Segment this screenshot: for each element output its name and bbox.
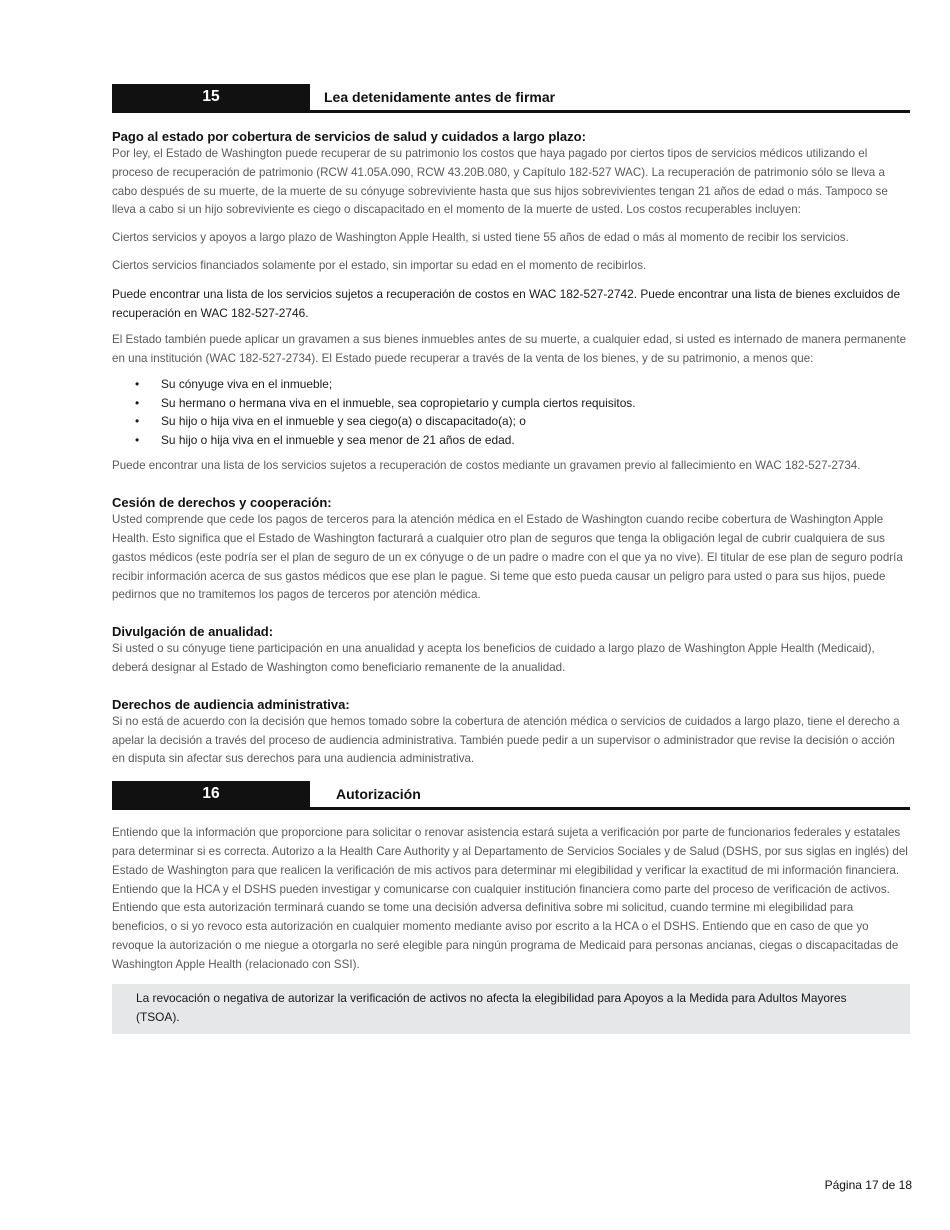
bullet-icon: • <box>135 376 140 391</box>
section-16-number: 16 <box>112 781 310 807</box>
list-item: • Su cónyuge viva en el inmueble; <box>112 375 910 394</box>
annuity-heading: Divulgación de anualidad: <box>112 624 274 640</box>
hearing-heading: Derechos de audiencia administrativa: <box>112 696 350 712</box>
payment-paragraph-6: Puede encontrar una lista de los servicios sujetos a recuperación de costos mediante un gravamen previo al fallecimiento en WAC 182-527-2734. <box>112 459 861 473</box>
payment-paragraph-5: El Estado también puede aplicar un gravamen a sus bienes inmuebles antes de su muerte, a cualquier edad, si usted es internado de manera permanente en una institución (WAC 182-527-2734). El Estado puede recuperar a través de la venta de los bienes, y de su patrimonio, a menos que: <box>112 333 907 366</box>
payment-paragraph-1: Por ley, el Estado de Washington puede recuperar de su patrimonio los costos que haya pagado por ciertos tipos de servicios médicos utilizando el proceso de recuperación de patrimonio (RCW 41.05A.090, RCW 43.20B.080, y Capítulo 182-527 WAC). La recuperación de patrimonio sólo se lleva a cabo después de su muerte, de la muerte de su cónyuge sobreviviente hasta que sus hijos sobrevivientes tengan 21 años de edad o más. Tampoco se lleva a cabo si un hijo sobreviviente es ciego o discapacitado en el momento de la muerte de usted. Los costos recuperables incluyen: <box>112 147 888 217</box>
section-15-header <box>112 84 910 113</box>
bullet-icon: • <box>135 395 140 410</box>
assignment-text: Usted comprende que cede los pagos de terceros para la atención médica en el Estado de Washington cuando recibe cobertura de Washington Apple Health. Esto significa que el Estado de Washington facturará a cualquier otro plan de seguros que tenga la obligación legal de cubrir cualquiera de sus gastos médicos (este podría ser el plan de seguro de un ex cónyuge o de un padre o madre con el que ya no vive). El titular de ese plan de seguro podría recibir información acerca de sus gastos médicos que ese plan le pague. Si teme que esto pueda causar un peligro para usted o para sus hijos, puede pedirnos que no tramitemos los pagos de terceros por atención médica. <box>112 513 903 602</box>
section-15-title: Lea detenidamente antes de firmar <box>324 89 556 105</box>
section-15-number: 15 <box>112 84 310 110</box>
bullet-icon: • <box>135 414 140 429</box>
assignment-heading: Cesión de derechos y cooperación: <box>112 495 332 511</box>
payment-paragraph-3: Ciertos servicios financiados solamente por el estado, sin importar su edad en el momento de recibirlos. <box>112 258 647 272</box>
list-item: • Su hijo o hija viva en el inmueble y sea menor de 21 años de edad. <box>112 431 910 450</box>
section-16-title: Autorización <box>336 786 421 803</box>
bullet-icon: • <box>135 432 140 447</box>
hearing-text: Si no está de acuerdo con la decisión que hemos tomado sobre la cobertura de atención médica o servicios de cuidados a largo plazo, tiene el derecho a apelar la decisión a través del proceso de audiencia administrativa. También puede pedir a un supervisor o administrador que revise la decisión o acción en disputa sin afectar sus derechos para una audiencia administrativa. <box>112 714 900 766</box>
annuity-text: Si usted o su cónyuge tiene participación en una anualidad y acepta los beneficios de cuidado a largo plazo de Washington Apple Health (Medicaid), deberá designar al Estado de Washington como beneficiario remanente de la anualidad. <box>112 642 875 674</box>
list-item: • Su hijo o hija viva en el inmueble y sea ciego(a) o discapacitado(a); o <box>112 412 910 431</box>
page-number: Página 17 de 18 <box>824 1178 912 1192</box>
payment-paragraph-2: Ciertos servicios y apoyos a largo plazo de Washington Apple Health, si usted tiene 55 años de edad o más al momento de recibir los servicios. <box>112 231 849 245</box>
exceptions-list <box>112 375 910 449</box>
payment-heading: Pago al estado por cobertura de servicios de salud y cuidados a largo plazo: <box>112 129 586 144</box>
authorization-text: Entiendo que la información que proporcione para solicitar o renovar asistencia estará sujeta a verificación por parte de funcionarios federales y estatales para determinar si es correcta. Autorizo a la Health Care Authority y al Departamento de Servicios Sociales y de Salud (DSHS, por sus siglas en inglés) del Estado de Washington para que realicen la verificación de mis activos para determinar mi elegibilidad y verificar la exactitud de mi información financiera. Entiendo que la HCA y el DSHS pueden investigar y comunicarse con cualquier institución financiera como parte del proceso de verificación de activos. Entiendo que esta autorización terminará cuando se tome una decisión adversa definitiva sobre mi solicitud, cuando termine mi elegibilidad para beneficios, o si yo revoco esta autorización en cualquier momento mediante aviso por escrito a la HCA o el DSHS. Entiendo que en caso de que yo revoque la autorización o me niegue a otorgarla no seré elegible para ningún programa de Medicaid para personas ancianas, ciegas o discapacitadas de Washington Apple Health (relacionado con SSI). <box>112 826 908 971</box>
section-16-header <box>112 781 910 810</box>
tsoa-callout: La revocación o negativa de autorizar la verificación de activos no afecta la elegibilidad para Apoyos a la Medida para Adultos Mayores (TSOA). <box>112 984 910 1034</box>
list-item: • Su hermano o hermana viva en el inmueble, sea copropietario y cumpla ciertos requisitos. <box>112 394 910 413</box>
document-page <box>112 84 910 1034</box>
payment-paragraph-4: Puede encontrar una lista de los servicios sujetos a recuperación de costos en WAC 182-527-2742. Puede encontrar una lista de bienes excluidos de recuperación en WAC 182-527-2746. <box>112 286 901 320</box>
